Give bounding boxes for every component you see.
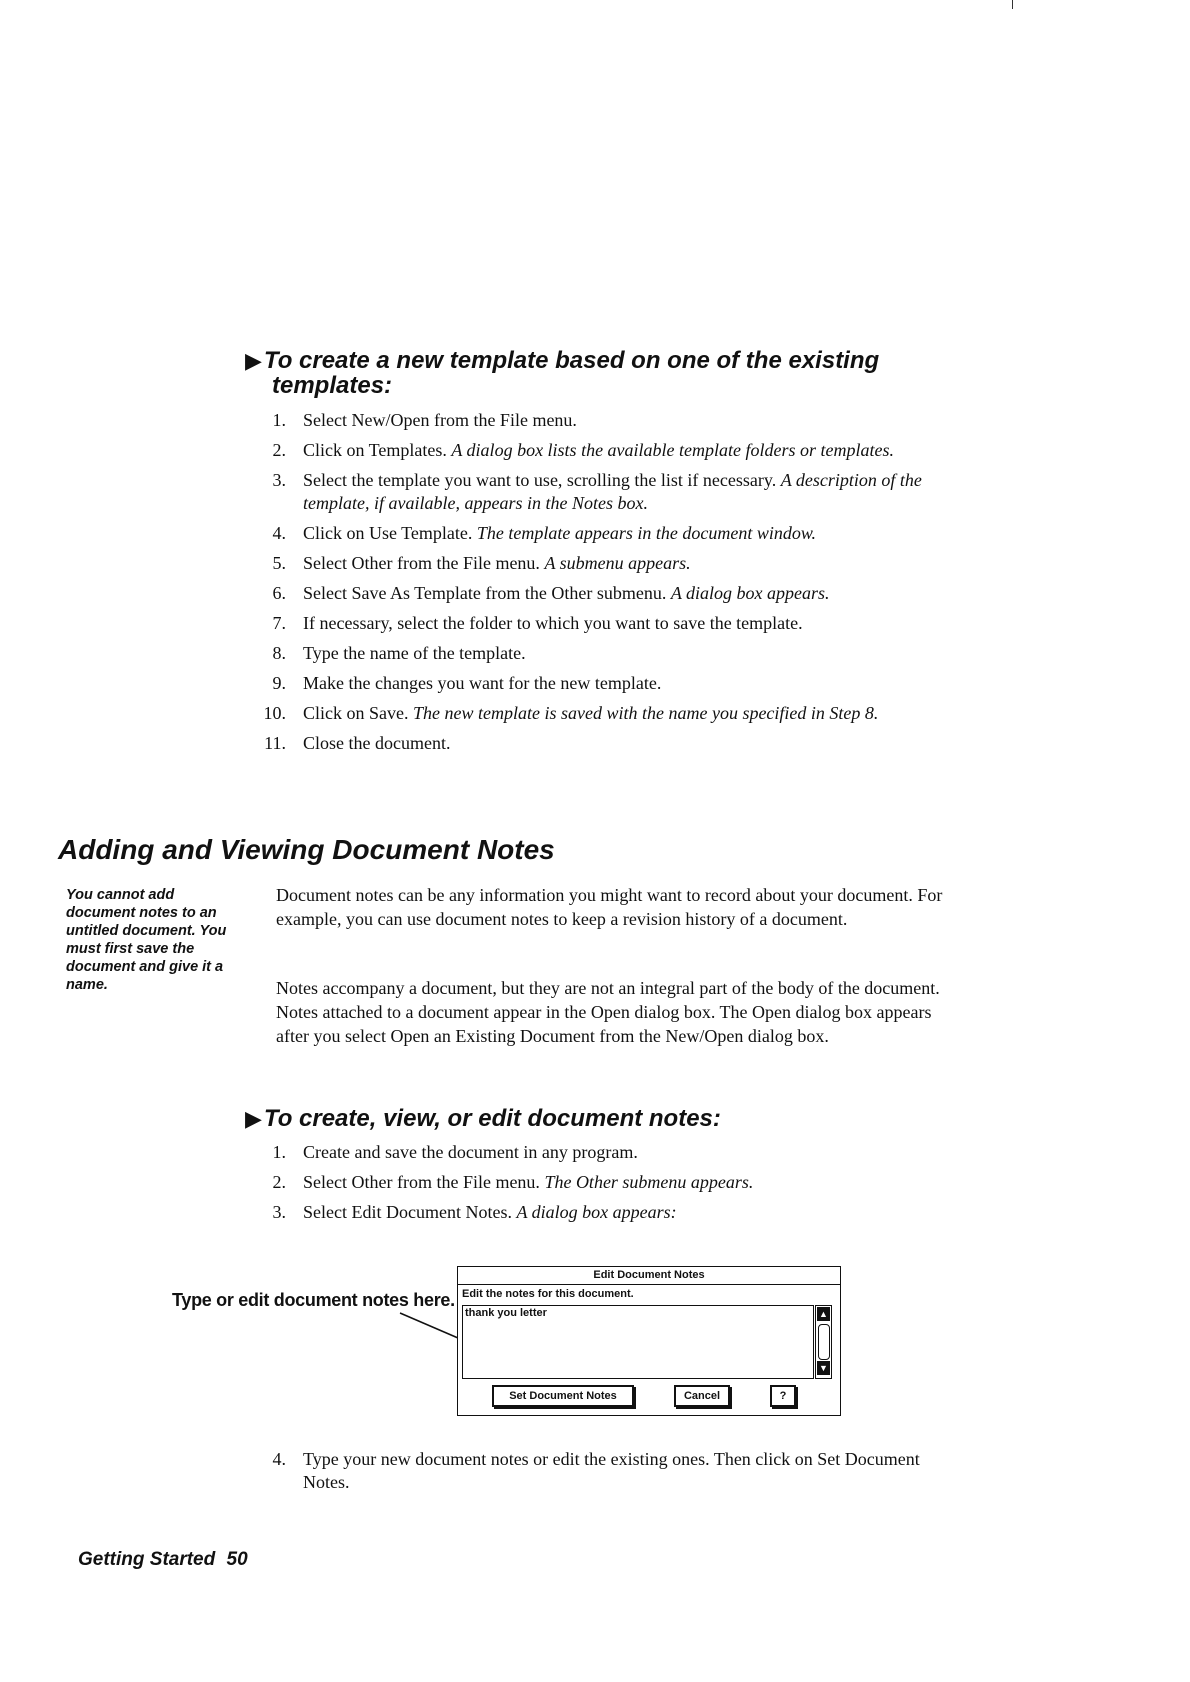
help-button[interactable]: ? [770,1385,796,1407]
procedure-2-steps [262,1141,942,1231]
step-number: 6. [272,583,286,603]
step-text: Select Other from the File menu. [303,1172,540,1192]
list-item: 4. Type your new document notes or edit the existing ones. Then click on Set Document Notes. [272,1449,920,1492]
list-item [262,522,942,545]
margin-note: You cannot add document notes to an untitled document. You must first save the document and give it a name. [66,887,227,993]
page-footer [78,1549,248,1571]
notes-text-area[interactable] [462,1305,814,1379]
step-result: The Other submenu appears. [544,1172,754,1192]
edit-document-notes-dialog [457,1266,841,1416]
list-item [262,1171,942,1194]
step-text: Select the template you want to use, scrolling the list if necessary. [303,470,777,490]
crop-mark [1012,0,1013,9]
step-text: If necessary, select the folder to which you want to save the template. [303,613,803,633]
list-item [262,439,942,462]
list-item [262,1141,942,1164]
body-paragraph-2: Notes accompany a document, but they are not an integral part of the body of the document. Notes attached to a document appear in the Open dialog box. The Open dialog box appears after you select Open an Existing Document from the New/Open dialog box. [276,978,940,1046]
scroll-down-arrow-icon[interactable]: ▼ [817,1361,830,1375]
step-number: 1. [272,1142,286,1162]
dialog-prompt: Edit the notes for this document. [462,1288,634,1300]
step-number: 2. [272,440,286,460]
section-title: Adding and Viewing Document Notes [58,834,555,865]
step-number: 11. [264,733,286,753]
figure-callout: Type or edit document notes here. [172,1290,455,1310]
notes-scrollbar[interactable] [815,1305,832,1379]
footer-label: Getting Started [78,1549,216,1570]
step-number: 8. [272,643,286,663]
step-result: A dialog box appears: [516,1202,677,1222]
step-text: Select New/Open from the File menu. [303,410,577,430]
list-item [262,672,942,695]
procedure-heading-2: ▶To create, view, or edit document notes: [245,1105,721,1132]
step-result: A dialog box appears. [670,583,830,603]
step-result: A description of the template, if available, appears in the Notes box. [303,470,922,513]
step-number: 3. [272,1202,286,1222]
step-text: Select Edit Document Notes. [303,1202,512,1222]
step-number: 4. [272,523,286,543]
procedure-heading-1: ▶To create a new template based on one of the existing templates: [245,347,880,399]
list-item [262,732,942,755]
list-item [262,469,942,515]
step-number: 2. [272,1172,286,1192]
step-number: 10. [263,703,286,723]
step-text: Select Other from the File menu. [303,553,540,573]
step-result: The new template is saved with the name you specified in Step 8. [413,703,879,723]
step-text: Create and save the document in any program. [303,1142,638,1162]
step-number: 9. [272,673,286,693]
list-item [262,409,942,432]
set-document-notes-button[interactable]: Set Document Notes [492,1385,634,1407]
step-number: 7. [272,613,286,633]
step-text: Click on Templates. [303,440,447,460]
step-text: Click on Save. [303,703,409,723]
list-item [262,612,942,635]
procedure-2-step-4 [262,1448,942,1501]
step-result: A dialog box lists the available template folders or templates. [451,440,895,460]
step-text: Make the changes you want for the new template. [303,673,662,693]
scroll-thumb[interactable] [818,1324,830,1360]
list-item [262,552,942,575]
cancel-button[interactable]: Cancel [674,1385,730,1407]
body-paragraph-1: Document notes can be any information you might want to record about your document. For example, you can use document notes to keep a revision history of a document. [276,885,943,929]
list-item [262,642,942,665]
step-text: Select Save As Template from the Other submenu. [303,583,667,603]
procedure-1-steps [262,409,942,762]
step-text: Type the name of the template. [303,643,526,663]
dialog-button-row [458,1385,840,1413]
notes-text-value: thank you letter [465,1307,547,1319]
list-item [262,1201,942,1224]
step-result: The template appears in the document window. [476,523,817,543]
triangle-arrow-icon: ▶ [245,1106,262,1131]
step-result: A submenu appears. [544,553,691,573]
page-number: 50 [226,1549,248,1570]
step-number: 3. [272,470,286,490]
step-number: 1. [272,410,286,430]
scroll-up-arrow-icon[interactable]: ▲ [817,1307,830,1321]
triangle-arrow-icon: ▶ [245,348,262,373]
step-text: Close the document. [303,733,451,753]
dialog-title: Edit Document Notes [458,1267,840,1285]
step-text: Click on Use Template. [303,523,473,543]
step-number: 5. [272,553,286,573]
list-item [262,702,942,725]
list-item [262,582,942,605]
